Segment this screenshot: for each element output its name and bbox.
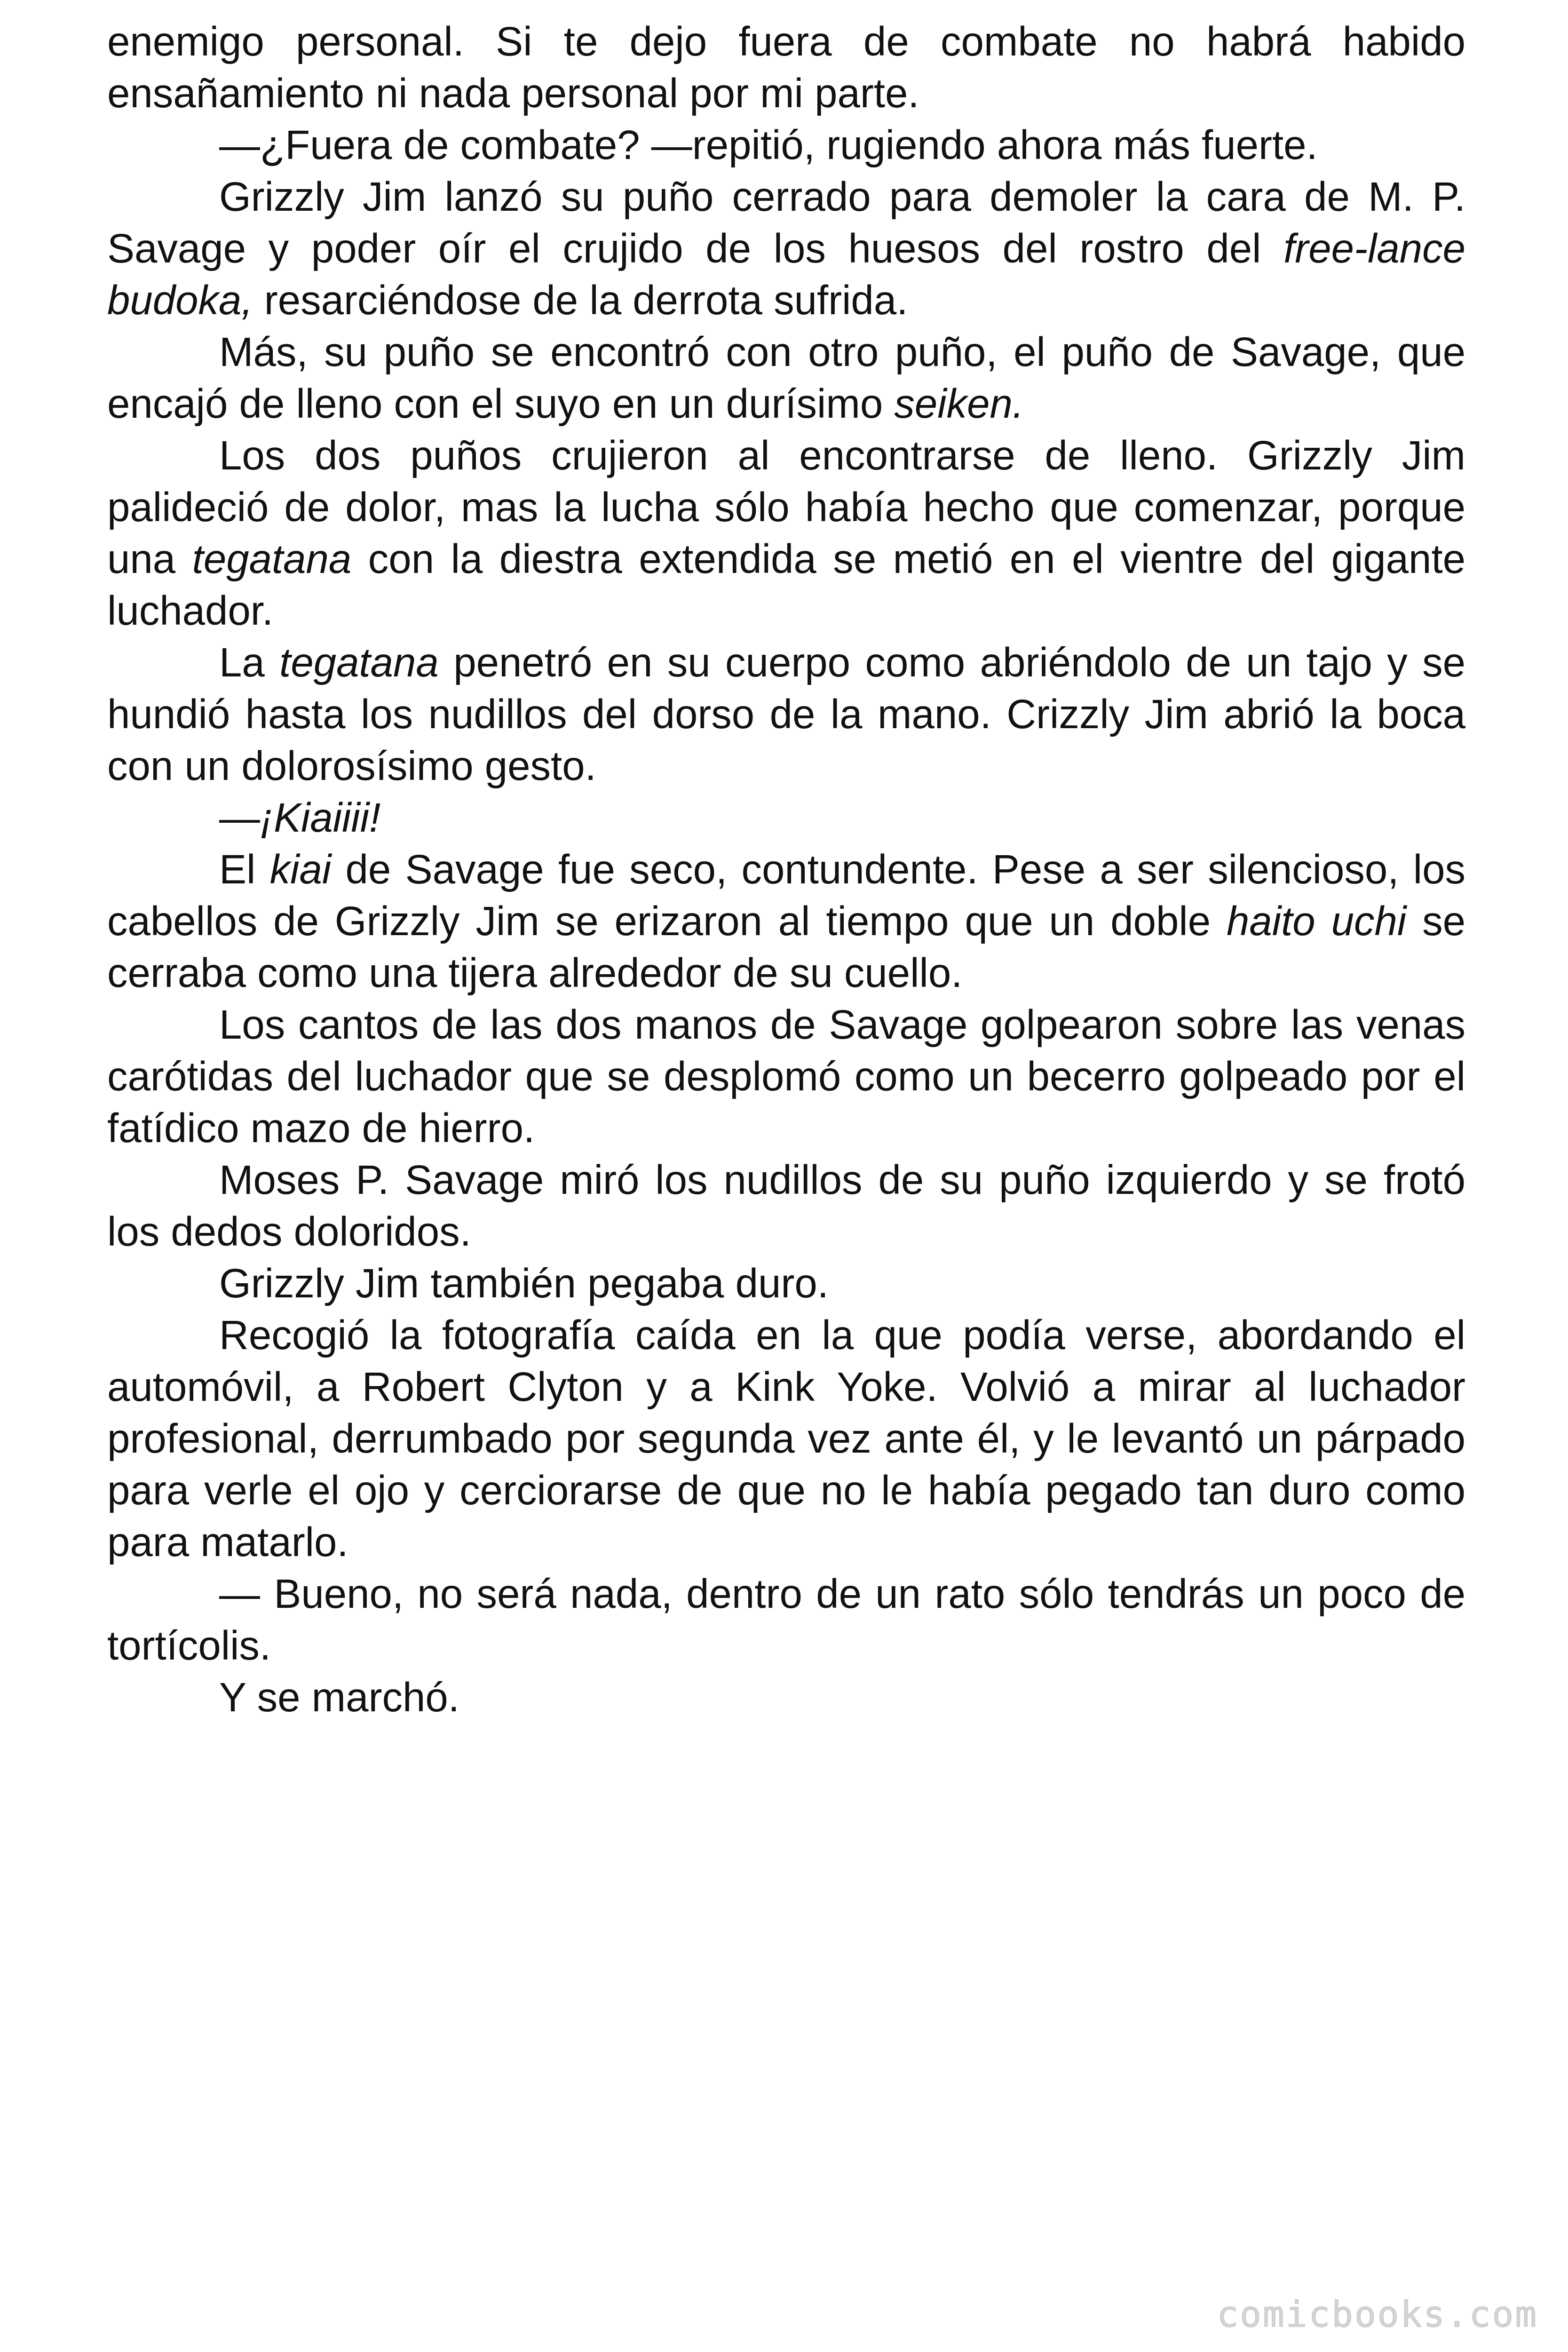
text-run: de Savage fue seco, contundente. Pese a ser silencioso, los cabellos de Grizzly Jim se erizaron al tiempo que un doble — [107, 847, 1465, 944]
paragraph — [107, 430, 1465, 637]
text-run: Moses P. Savage miró los nudillos de su puño izquierdo y se frotó los dedos doloridos. — [107, 1157, 1465, 1255]
italic-term: tegatana — [192, 536, 352, 582]
paragraph — [107, 1154, 1465, 1258]
paragraph — [107, 844, 1465, 999]
text-run: penetró en su cuerpo como abriéndolo de un tajo y se hundió hasta los nudillos del dorso de la mano. Crizzly Jim abrió la boca con un dolorosísimo gesto. — [107, 640, 1465, 789]
paragraph — [107, 1310, 1465, 1568]
watermark: comicbooks.com — [1217, 2293, 1538, 2335]
page-body — [107, 16, 1465, 1724]
paragraph — [107, 1568, 1465, 1672]
paragraph — [107, 1672, 1465, 1724]
text-run: La — [219, 640, 280, 685]
paragraph — [107, 16, 1465, 119]
paragraph — [107, 637, 1465, 792]
paragraph — [107, 999, 1465, 1154]
text-run: Grizzly Jim también pegaba duro. — [219, 1261, 829, 1306]
paragraph — [107, 326, 1465, 430]
text-run: Los cantos de las dos manos de Savage golpearon sobre las venas carótidas del luchador que se desplomó como un becerro golpeado por el fatídico mazo de hierro. — [107, 1002, 1465, 1151]
text-run: Los dos puños crujieron al encontrarse de lleno. Grizzly Jim palideció de dolor, mas la lucha sólo había hecho que comenzar, porque una — [107, 433, 1465, 582]
text-run: enemigo personal. Si te dejo fuera de combate no habrá habido ensañamiento ni nada personal por mi parte. — [107, 19, 1465, 116]
italic-term: seiken. — [894, 381, 1024, 427]
text-run: con la diestra extendida se metió en el vientre del gigante luchador. — [107, 536, 1465, 634]
italic-term: free-lance budoka, — [107, 226, 1465, 323]
text-run: — Bueno, no será nada, dentro de un rato sólo tendrás un poco de tortícolis. — [107, 1571, 1465, 1669]
text-run: Y se marchó. — [219, 1675, 459, 1720]
italic-term: haito uchi — [1227, 898, 1407, 944]
text-run: Recogió la fotografía caída en la que podía verse, abordando el automóvil, a Robert Clyton y a Kink Yoke. Volvió a mirar al luchador profesional, derrumbado por segunda vez ante él, y le levantó un párpado para verle el ojo y cerciorarse de que no le había pegado tan duro como para matarlo. — [107, 1312, 1465, 1565]
text-run: resarciéndose de la derrota sufrida. — [253, 278, 908, 323]
text-run: Grizzly Jim lanzó su puño cerrado para demoler la cara de M. P. Savage y poder oír el crujido de los huesos del rostro del — [107, 174, 1465, 271]
text-run: —¿Fuera de combate? —repitió, rugiendo ahora más fuerte. — [219, 122, 1318, 168]
paragraph — [107, 1258, 1465, 1310]
italic-term: ¡Kiaiiii! — [260, 795, 381, 841]
text-run: El — [219, 847, 270, 892]
text-run: Más, su puño se encontró con otro puño, el puño de Savage, que encajó de lleno con el suyo en un durísimo — [107, 329, 1465, 427]
paragraph — [107, 171, 1465, 326]
italic-term: tegatana — [279, 640, 439, 685]
text-run: — — [219, 795, 260, 841]
italic-term: kiai — [269, 847, 332, 892]
text-run: se cerraba como una tijera alrededor de su cuello. — [107, 898, 1466, 996]
paragraph — [107, 792, 1465, 844]
paragraph — [107, 119, 1465, 171]
